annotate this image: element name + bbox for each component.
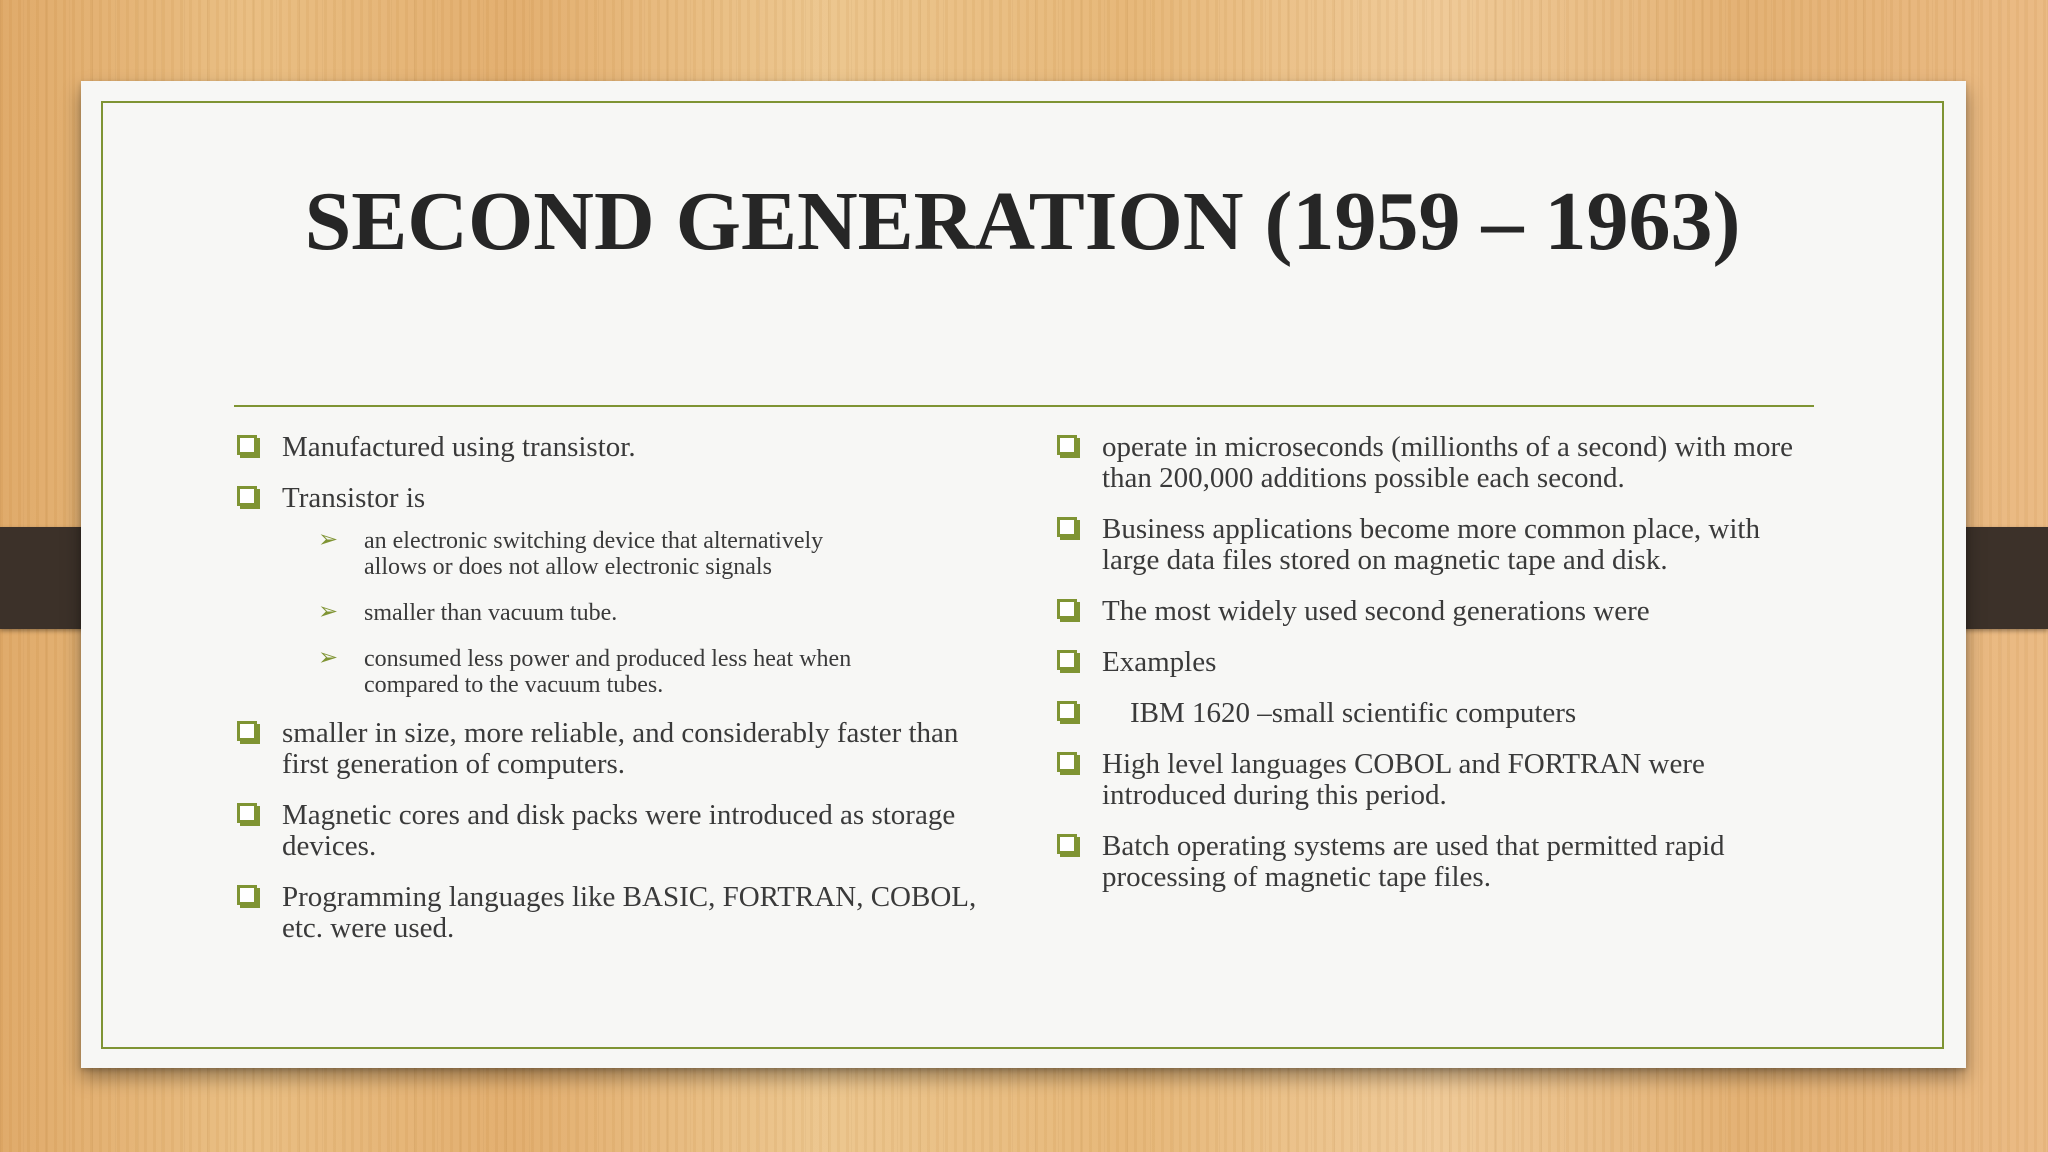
square-bullet-icon — [237, 721, 257, 741]
list-item-text: The most widely used second generations were — [1102, 595, 1650, 627]
square-bullet-icon — [1057, 834, 1077, 854]
list-item — [234, 800, 1004, 862]
list-item-text: Batch operating systems are used that permitted rapid processing of magnetic tape files. — [1102, 830, 1725, 893]
sub-list-item-text: consumed less power and produced less heat when compared to the vacuum tubes. — [364, 646, 852, 698]
sub-list-item-text: an electronic switching device that alternatively allows or does not allow electronic signals — [364, 528, 824, 580]
sub-list — [282, 525, 1004, 698]
right-column — [1054, 432, 1814, 913]
square-bullet-icon — [237, 885, 257, 905]
square-bullet-icon — [1057, 517, 1077, 537]
slide-title: SECOND GENERATION (1959 – 1963) — [304, 175, 1741, 268]
list-item — [1054, 596, 1814, 627]
list-item — [1054, 647, 1814, 678]
list-item — [234, 432, 1004, 463]
list-item-text: smaller in size, more reliable, and considerably faster than first generation of computers. — [282, 717, 959, 780]
list-item — [1054, 831, 1814, 893]
list-item — [1054, 749, 1814, 811]
arrow-bullet-icon: ➢ — [318, 643, 339, 671]
list-item-text: Transistor is — [282, 482, 426, 514]
title-divider — [234, 405, 1814, 407]
square-bullet-icon — [1057, 435, 1077, 455]
list-item — [234, 882, 1004, 944]
sub-list-item — [282, 525, 884, 580]
square-bullet-icon — [237, 803, 257, 823]
left-column — [234, 432, 1004, 964]
square-bullet-icon — [237, 435, 257, 455]
square-bullet-icon — [1057, 650, 1077, 670]
list-item-text: operate in microseconds (millionths of a second) with more than 200,000 additions possible each second. — [1102, 431, 1793, 494]
list-item — [1054, 432, 1814, 494]
list-item — [1054, 698, 1814, 729]
list-item-text: Magnetic cores and disk packs were introduced as storage devices. — [282, 799, 956, 862]
sub-list-item — [282, 643, 884, 698]
square-bullet-icon — [1057, 599, 1077, 619]
list-item — [234, 718, 1004, 780]
square-bullet-icon — [1057, 752, 1077, 772]
list-item-text: IBM 1620 –small scientific computers — [1130, 697, 1577, 729]
square-bullet-icon — [1057, 701, 1077, 721]
list-item-text: Business applications become more common place, with large data files stored on magnetic tape and disk. — [1102, 513, 1760, 576]
list-item-text: High level languages COBOL and FORTRAN were introduced during this period. — [1102, 748, 1705, 811]
sub-list-item-text: smaller than vacuum tube. — [364, 600, 618, 626]
arrow-bullet-icon: ➢ — [318, 525, 339, 553]
list-item-text: Examples — [1102, 646, 1217, 678]
arrow-bullet-icon: ➢ — [318, 597, 339, 625]
square-bullet-icon — [237, 486, 257, 506]
list-item — [234, 483, 1004, 698]
list-item-text: Manufactured using transistor. — [282, 431, 636, 463]
list-item-text: Programming languages like BASIC, FORTRAN, COBOL, etc. were used. — [282, 881, 977, 944]
list-item — [1054, 514, 1814, 576]
sub-list-item — [282, 597, 884, 626]
